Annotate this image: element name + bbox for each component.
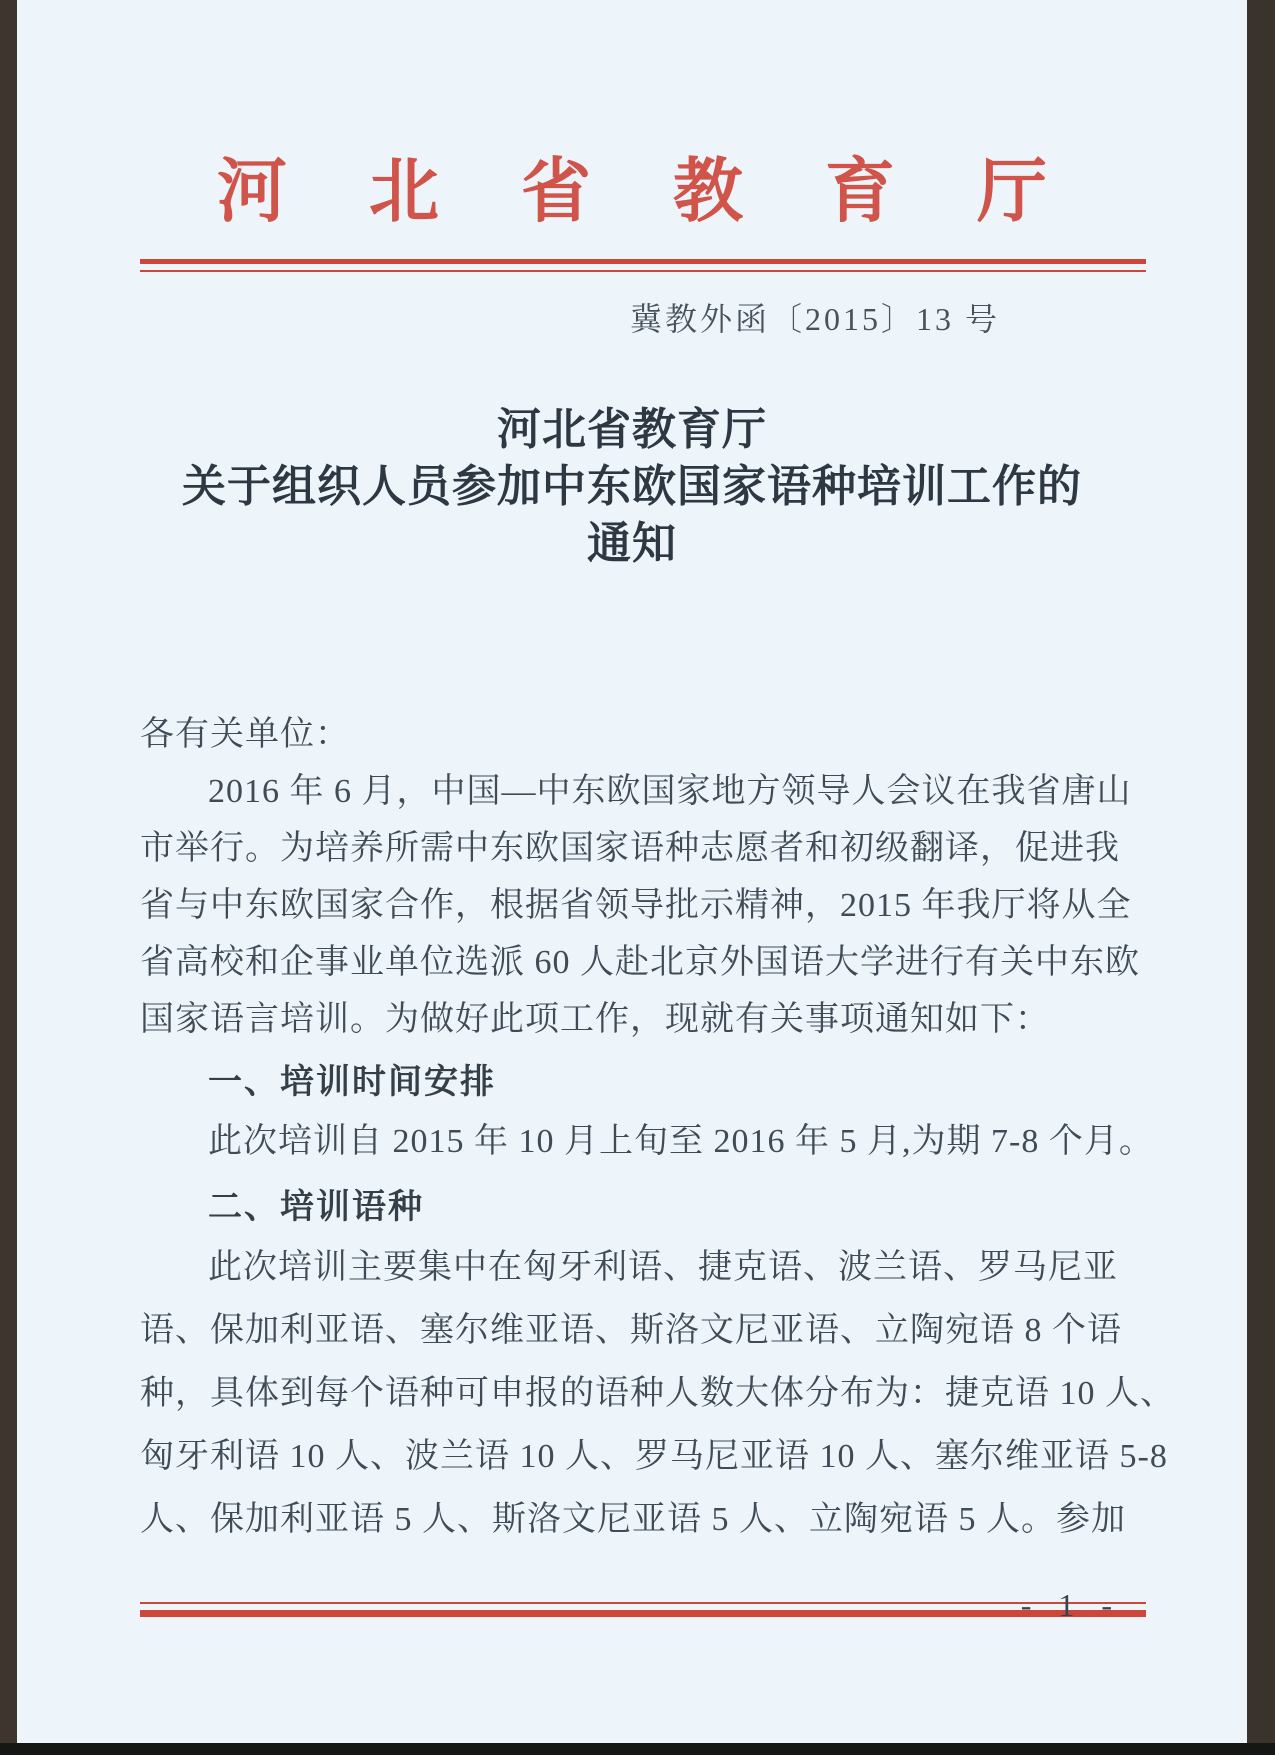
page-number: - 1 -: [1020, 1587, 1117, 1623]
section-1-heading: 一、培训时间安排: [208, 1063, 496, 1101]
paragraph-2-line: 此次培训主要集中在匈牙利语、捷克语、波兰语、罗马尼亚: [208, 1249, 1118, 1286]
footer-divider-rule: [140, 1602, 1146, 1617]
document-page: [17, 0, 1247, 1743]
document-body: [140, 706, 1175, 1551]
letterhead-agency-name: 河北省教育厅: [217, 154, 1129, 231]
paragraph-2-line: 语、保加利亚语、塞尔维亚语、斯洛文尼亚语、立陶宛语 8 个语: [140, 1312, 1122, 1349]
section-2-heading: 二、培训语种: [208, 1188, 424, 1226]
paragraph-1-line: 省与中东欧国家合作，根据省领导批示精神，2015 年我厅将从全: [140, 887, 1132, 924]
paragraph-1-line: 市举行。为培养所需中东欧国家语种志愿者和初级翻译，促进我: [140, 830, 1120, 867]
paragraph-2: [140, 1236, 1175, 1551]
section-1-text: 此次培训自 2015 年 10 月上旬至 2016 年 5 月,为期 7-8 个月。: [208, 1123, 1154, 1160]
letterhead-divider-rule: [140, 259, 1146, 272]
paragraph-1: [140, 763, 1140, 1048]
document-title-line-1: 河北省教育厅: [497, 405, 767, 454]
scan-border-right: [1247, 0, 1275, 1743]
paragraph-1-line: 省高校和企事业单位选派 60 人赴北京外国语大学进行有关中东欧: [140, 944, 1140, 981]
paragraph-1-line: 国家语言培训。为做好此项工作，现就有关事项通知如下：: [140, 1001, 1050, 1038]
paragraph-2-line: 人、保加利亚语 5 人、斯洛文尼亚语 5 人、立陶宛语 5 人。参加: [140, 1501, 1126, 1538]
document-title-line-3: 通知: [587, 519, 677, 568]
salutation: 各有关单位：: [140, 716, 350, 753]
paragraph-1-line: 2016 年 6 月，中国—中东欧国家地方领导人会议在我省唐山: [208, 773, 1132, 810]
document-title-line-2: 关于组织人员参加中东欧国家语种培训工作的: [182, 462, 1082, 511]
document-reference-number: 冀教外函〔2015〕13 号: [629, 301, 1000, 337]
paragraph-2-line: 匈牙利语 10 人、波兰语 10 人、罗马尼亚语 10 人、塞尔维亚语 5-8: [140, 1438, 1168, 1475]
paragraph-2-line: 种，具体到每个语种可申报的语种人数大体分布为：捷克语 10 人、: [140, 1375, 1175, 1412]
scan-border-left: [0, 0, 17, 1743]
document-title: [17, 401, 1247, 572]
